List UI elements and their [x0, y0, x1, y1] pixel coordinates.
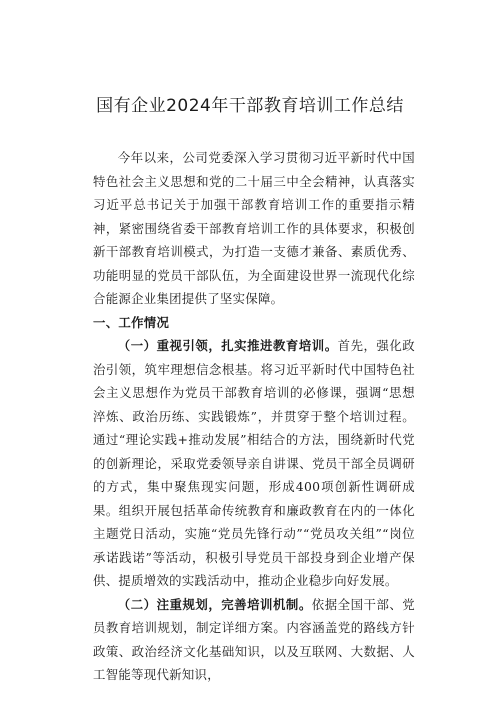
paragraph-item-2 — [93, 593, 415, 687]
document-title: 国有企业2024年干部教育培训工作总结 — [96, 96, 404, 116]
item-1-heading: （一）重视引领，扎实推进教育培训。 — [117, 338, 338, 353]
item-1-body: 首先，强化政治引领，筑牢理想信念根基。将习近平新时代中国特色社会主义思想作为党员干部教育培训的必修课，强调“思想淬炼、政治历练、实践锻炼”，并贯穿于整个培训过程。通过“理论实践+推动发展”相结合的方法，围绕新时代党的创新理论，采取党委领导亲自讲课、党员干部全员调研的方式，集中聚焦现实问题，形成400项创新性调研成果。组织开展包括革命传统教育和廉政教育在内的一体化主题党日活动，实施“党员先锋行动”“党员攻关组”“岗位承诺践诺”等活动，积极引导党员干部投身到企业增产保供、提质增效的实践活动中，推动企业稳步向好发展。 — [93, 338, 415, 588]
paragraph-item-1 — [93, 334, 415, 593]
document-body — [93, 146, 415, 687]
item-2-heading: （二）注重规划，完善培训机制。 — [117, 596, 312, 612]
item-2-body: 依据全国干部、党员教育培训规划，制定详细方案。内容涵盖党的路线方针政策、政治经济文化基础知识，以及互联网、大数据、人工智能等现代新知识， — [93, 596, 415, 682]
section-heading-work-status: 一、工作情况 — [93, 314, 170, 330]
intro-paragraph: 今年以来，公司党委深入学习贯彻习近平新时代中国特色社会主义思想和党的二十届三中全会精神，认真落实习近平总书记关于加强干部教育培训工作的重要指示精神，紧密围绕省委干部教育培训工作的具体要求，积极创新干部教育培训模式，为打造一支德才兼备、素质优秀、功能明显的党员干部队伍，为全面建设世界一流现代化综合能源企业集团提供了坚实保障。 — [93, 150, 415, 306]
